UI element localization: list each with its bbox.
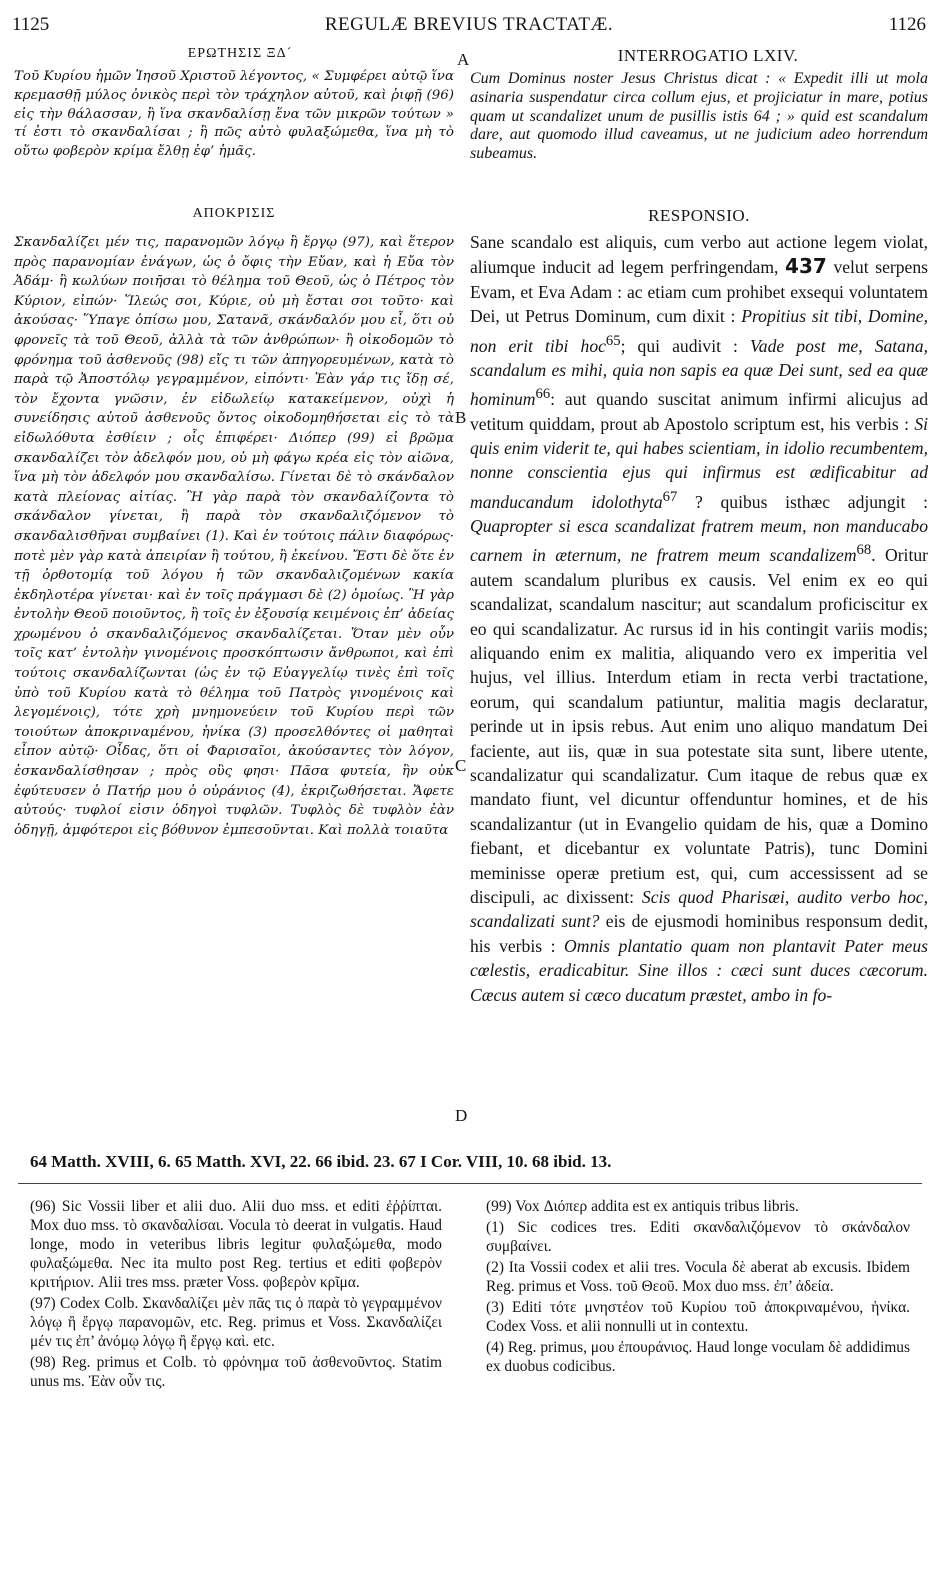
reference-mark: 65	[605, 332, 621, 349]
reference-mark: 67	[662, 488, 678, 505]
footnotes-right	[486, 1197, 910, 1378]
greek-question-text: Τοῦ Κυρίου ἡμῶν Ἰησοῦ Χριστοῦ λέγοντος, « Συμφέρει αὐτῷ ἵνα κρεμασθῇ μύλος ὀνικὸς περὶ τὸν τράχηλον αὐτοῦ, καὶ ῥιφῇ (96) εἰς τὴν θάλασσαν, ἢ ἵνα σκανδαλίσῃ ἕνα τῶν μικρῶν τούτων » τί ἐστι τὸ σκανδαλίσαι ; ἢ πῶς αὐτὸ φυλαξώμεθα, ἵνα μὴ τὸ οὕτω φοβερὸν κρίμα ἔλθῃ ἐφ’ ἡμᾶς.	[14, 69, 454, 160]
reference-mark: 66	[535, 386, 551, 403]
scripture-quote: Propitius sit tibi, Domine, non erit tibi hoc	[470, 306, 928, 356]
footnote: (96) Sic Vossii liber et alii duo. Alii duo mss. et editi ἐῤῥίπται. Mox duo mss. τὸ σκανδαλίσαι. Vocula τὸ deerat in vulgatis. Haud longe, modo in veteribus libris legitur φυλαξώμεθα, modo φυλαξώμεθα. Nec ita multo post Reg. tertius et editi φοβερὸν κριτήριον. Alii tres mss. præter Voss. φοβερὸν κρῖμα.	[30, 1198, 442, 1291]
latin-response-text	[470, 230, 928, 1007]
column-number: 437	[785, 254, 827, 279]
reference-mark: 68	[856, 542, 872, 559]
greek-response-title: ΑΠΟΚΡΙΣΙΣ	[192, 206, 276, 221]
latin-text-segment: Sane scandalo est aliquis, cum verbo aut actione legem violat, aliumque inducit ad legem perfringendam,	[470, 232, 928, 278]
greek-question-title: ΕΡΩΤΗΣΙΣ ΞΔ´	[187, 46, 293, 61]
scripture-quote: Omnis plantatio quam non plantavit Pater meus cœlestis, eradicabitur. Sine illos : cæci sunt duces cæcorum. Cæcus autem si cæco ducatum præstet, ambo in fo-	[470, 935, 928, 1005]
latin-question-text: Cum Dominus noster Jesus Christus dicat : « Expedit illi ut mola asinaria suspendatur circa collum ejus, et projiciatur in mare, potius quam ut scandalizet unum de pusillis istis 64 ; » quid est scandalum dare, aut quomodo illud caveamus, ut ne judicium adeo horrendum subeamus.	[470, 70, 928, 163]
latin-text-segment: : aut quando suscitat animum infirmi alicujus ad vetitum quiddam, prout ab Apostolo scriptum est, his verbis :	[470, 389, 928, 434]
footnote: (97) Codex Colb. Σκανδαλίζει μὲν πᾶς τις ὁ παρὰ τὸ γεγραμμένον λόγῳ ἢ ἔργῳ παρανομῶν, etc. Reg. primus et Voss. Σκανδαλίζει μέν τις ἐπ’ ἀνόμῳ λόγῳ ἢ ἔργῳ καὶ. etc.	[30, 1295, 442, 1350]
footnote: (1) Sic codices tres. Editi σκανδαλιζόμενον τὸ σκάνδαλον συμβαίνει.	[486, 1219, 910, 1255]
latin-response-title: RESPONSIO.	[648, 206, 750, 225]
latin-text-segment: eis de ejusmodi hominibus responsum dedit, his verbis :	[470, 911, 928, 956]
footnote: (4) Reg. primus, μου ἐπουράνιος. Haud longe voculam δὲ addidimus ex duobus codicibus.	[486, 1339, 910, 1375]
footnote: (98) Reg. primus et Colb. τὸ φρόνημα τοῦ ἀσθενοῦντος. Statim unus ms. Ἐὰν οὖν τις.	[30, 1354, 442, 1390]
footnote: (99) Vox Διόπερ addita est ex antiquis tribus libris.	[486, 1198, 799, 1215]
latin-text-segment: ; qui audivit :	[620, 335, 738, 356]
scripture-quote: Quapropter si esca scandalizat fratrem meum, non manducabo carnem in æternum, ne fratrem meum scandalizem	[470, 516, 928, 566]
greek-response-text: Σκανδαλίζει μέν τις, παρανομῶν λόγῳ ἢ ἔργῳ (97), καὶ ἕτερον πρὸς παρανομίαν ἐνάγων, ὡς ὁ ὄφις τὴν Εὔαν, καὶ ἡ Εὔα τὸν Ἀδάμ· ἢ κωλύων ποιῆσαι τὸ θέλημα τοῦ Θεοῦ, ὡς ὁ Πέτρος τὸν Κύριον, εἰπών· Ἵλεώς σοι, Κύριε, οὐ μὴ ἔσται σοι τοῦτο· καὶ ἀκούσας· Ὕπαγε ὀπίσω μου, Σατανᾶ, σκάνδαλόν μου εἶ, ὅτι οὐ φρονεῖς τὰ τοῦ Θεοῦ, ἀλλὰ τὰ τῶν ἀνθρώπων· ἢ οἰκοδομῶν τὸ φρόνημα τοῦ ἀσθενοῦς (98) εἴς τι τῶν ἀπηγορευμένων, κατὰ τὸ παρὰ τῷ Ἀποστόλῳ γεγραμμένον, εἰπόντι· Ἐὰν γάρ τις ἴδῃ σέ, τὸν ἔχοντα γνῶσιν, ἐν εἰδωλείῳ κατακείμενον, οὐχὶ ἡ συνείδησις αὐτοῦ ἀσθενοῦς ὄντος οἰκοδομηθήσεται εἰς τὸ τὰ εἰδωλόθυτα ἐσθίειν ; οἷς ἐπιφέρει· Διόπερ (99) εἰ βρῶμα σκανδαλίζει τὸν ἀδελφόν μου, οὐ μὴ φάγω κρέα εἰς τὸν αἰῶνα, ἵνα μὴ τὸν ἀδελφόν μου σκανδαλίσω. Γίνεται δὲ τὸ σκάνδαλον κατὰ πλείονας αἰτίας. Ἢ γὰρ παρὰ τὸν σκανδαλίζοντα τὸ σκάνδαλον γίνεται, ἢ παρὰ τὸν σκανδαλιζόμενον τὸ σκανδαλισθῆναι συμβαίνει (1). Καὶ ἐν τούτοις πάλιν διαφόρως· ποτὲ μὲν γὰρ κατὰ ἀπειρίαν ἢ τούτου, ἢ ἐκείνου. Ἔστι δὲ ὅτε ἐν τῇ ὀρθοτομίᾳ τοῦ λόγου ἡ τῶν σκανδαλιζομένων κακία ἐκδηλοτέρα γίνεται· καὶ ἐν τοῖς πράγμασι δὲ (2) ὁμοίως. Ἢ γὰρ ἐντολὴν Θεοῦ ποιοῦντος, ἢ τοῖς ἐν ἐξουσίᾳ κειμένοις ἐπ’ ἀδείας χρωμένου ὁ σκανδαλιζόμενος σκανδαλίζεται. Ὅταν μὲν οὖν τοῖς κατ’ ἐντολὴν γινομένοις προσκόπτωσιν ἄνθρωποι, καὶ ἐπὶ τούτοις σκανδαλίζωνται (ὡς ἐν τῷ Εὐαγγελίῳ τινὲς ἐπὶ τοῖς ὑπὸ τοῦ Κυρίου κατὰ τὸ θέλημα τοῦ Πατρὸς γινομένοις καὶ λεγομένοις), τότε χρὴ μνημονεύειν τοῦ Κυρίου περὶ τῶν τοιούτων ἀποκριναμένου, ἡνίκα (3) προσελθόντες οἱ μαθηταὶ εἶπον αὐτῷ· Οἶδας, ὅτι οἱ Φαρισαῖοι, ἀκούσαντες τὸν λόγον, ἐσκανδαλίσθησαν ; πρὸς οὓς φησι· Πᾶσα φυτεία, ἣν οὐκ ἐφύτευσεν ὁ Πατήρ μου ὁ οὐράνιος (4), ἐκριζωθήσεται. Ἄφετε αὐτούς· τυφλοί εἰσιν ὁδηγοὶ τυφλῶν. Τυφλὸς δὲ τυφλὸν ἐὰν ὁδηγῇ, ἀμφότεροι εἰς βόθυνον ἐμπεσοῦνται. Καὶ πολλὰ τοιαῦτα	[14, 235, 454, 838]
footnotes-left	[30, 1197, 442, 1393]
footnote-divider	[18, 1183, 922, 1184]
scripture-quote: Si quis enim viderit te, qui habes scientiam, in idolio recumbentem, nonne conscientia ejus qui infirmus est ædificabitur ad manducandum idolothyta	[470, 413, 928, 512]
latin-text-segment: velut serpens Evam, et Eva Adam : ac etiam cum prohibet exsequi voluntatem Dei, ut Petrus Dominum, cum dixit :	[470, 257, 929, 327]
latin-question-title: INTERROGATIO LXIV.	[617, 46, 799, 65]
scripture-quote: Vade post me, Satana, scandalum es mihi, quia non sapis ea quæ Dei sunt, sed ea quæ hominum	[470, 335, 928, 410]
scripture-quote: Scis quod Pharisæi, audito verbo hoc, scandalizati sunt?	[470, 887, 928, 932]
page-number-right: 1126	[888, 14, 926, 35]
page-number-left: 1125	[12, 14, 50, 35]
margin-marker-a: A	[457, 50, 470, 69]
margin-marker-b: B	[455, 408, 467, 427]
margin-marker-d: D	[455, 1106, 468, 1125]
latin-text-segment: ? quibus isthæc adjungit :	[695, 491, 929, 512]
latin-text-segment: . Oritur autem scandalum pluribus ex causis. Vel enim ex eo qui scandalizat, scandalum nascitur; aut scandalum proficiscitur ex eo qui scandalizatur. Ac rursus id in his contingit variis modis; aliquando enim ex malitia, aliquando vero ex imperitia vel hujus, vel illius. Interdum etiam in recta verbi tractatione, eorum, qui scandalum patiuntur, malitia magis declaratur, perinde ut in ipsis rebus. Aut enim uno aliquo mandatum Dei faciente, aut iis, quæ in sua potestate sita sunt, libere utente, scandalizatur qui scandalizatur. Cum itaque de rebus quæ ex mandato fiunt, vel dicuntur offenduntur homines, et de his scandalizantur (ut in Evangelio quidam de his, quæ a Domino fiebant, et dicebantur ex voluntate Patris), tunc Domini meminisse operæ pretium est, qui, cum accessissent ad se discipuli, ac dixissent:	[470, 545, 928, 907]
scripture-references: 64 Matth. XVIII, 6. 65 Matth. XVI, 22. 66 ibid. 23. 67 I Cor. VIII, 10. 68 ibid. 13.	[30, 1152, 612, 1171]
running-title: REGULÆ BREVIUS TRACTATÆ.	[324, 14, 614, 35]
footnote: (2) Ita Vossii codex et alii tres. Vocula δὲ aberat ab excusis. Ibidem Reg. primus et Voss. τοῦ Θεοῦ. Mox duo mss. ἐπ’ ἀδεία.	[486, 1259, 910, 1295]
footnote: (3) Editi τότε μνηστέον τοῦ Κυρίου τοῦ ἀποκριναμένου, ἡνίκα. Codex Voss. et alii nonnulli ut in contextu.	[486, 1299, 910, 1335]
margin-marker-c: C	[455, 756, 467, 775]
